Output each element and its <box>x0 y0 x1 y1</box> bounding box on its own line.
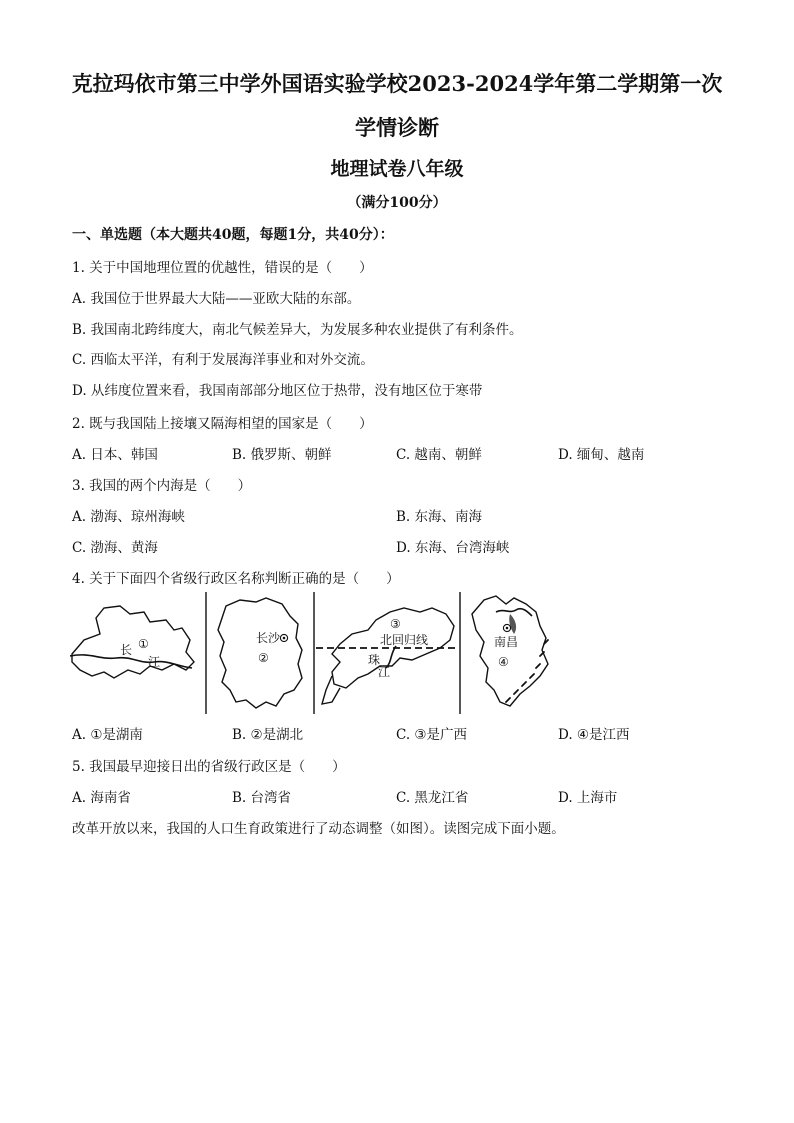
question-1-stem: 1. 关于中国地理位置的优越性，错误的是（ ） <box>72 260 373 276</box>
question-3-option-b: B. 东海、南海 <box>396 509 483 525</box>
map-1-river-label-2: 江 <box>148 655 161 669</box>
question-1-option-c: C. 西临太平洋，有利于发展海洋事业和对外交流。 <box>72 352 374 368</box>
map-2-number: ② <box>258 651 269 665</box>
question-5-option-a: A. 海南省 <box>72 790 131 806</box>
map-3-number: ③ <box>390 617 401 631</box>
map-3-tropic-label: 北回归线 <box>380 633 429 647</box>
question-2-option-a: A. 日本、韩国 <box>72 447 158 463</box>
map-2-city-label: 长沙 <box>256 631 281 645</box>
question-1-option-b: B. 我国南北跨纬度大，南北气候差异大，为发展多种农业提供了有利条件。 <box>72 322 523 338</box>
poyang-lake <box>509 614 516 634</box>
leizhou-peninsula <box>322 676 340 704</box>
question-4-stem: 4. 关于下面四个省级行政区名称判断正确的是（ ） <box>72 571 400 587</box>
question-1-option-d: D. 从纬度位置来看，我国南部部分地区位于热带，没有地区位于寒带 <box>72 383 483 399</box>
question-5-option-c: C. 黑龙江省 <box>396 790 469 806</box>
exam-score: （满分100分） <box>347 195 447 211</box>
question-4-option-d: D. ④是江西 <box>558 727 630 743</box>
question-4-option-a: A. ①是湖南 <box>72 727 143 743</box>
question-3-option-d: D. 东海、台湾海峡 <box>396 540 510 556</box>
map-3-river-label-1: 珠 <box>368 653 381 667</box>
question-4-option-b: B. ②是湖北 <box>232 727 304 743</box>
map-1-river-label-1: 长 <box>120 643 133 657</box>
exam-subtitle: 地理试卷八年级 <box>330 158 464 180</box>
question-1-option-a: A. 我国位于世界最大大陆——亚欧大陆的东部。 <box>72 291 361 307</box>
map-3-river-label-2: 江 <box>378 665 391 679</box>
exam-title-line2: 学情诊断 <box>355 115 439 140</box>
map-4-city-label: 南昌 <box>494 635 519 649</box>
question-2-stem: 2. 既与我国陆上接壤又隔海相望的国家是（ ） <box>72 416 373 432</box>
exam-title-line1: 克拉玛依市第三中学外国语实验学校2023-2024学年第二学期第一次 <box>71 71 723 96</box>
province-map-4 <box>472 596 548 706</box>
province-maps-figure <box>70 590 560 720</box>
section-heading: 一、单选题（本大题共40题，每题1分，共40分）： <box>72 227 394 243</box>
question-2-option-d: D. 缅甸、越南 <box>558 447 645 463</box>
question-2-option-b: B. 俄罗斯、朝鲜 <box>232 447 332 463</box>
province-map-1 <box>72 606 194 678</box>
map-4-number: ④ <box>498 655 509 669</box>
question-5-option-b: B. 台湾省 <box>232 790 292 806</box>
question-4-option-c: C. ③是广西 <box>396 727 468 743</box>
question-5-stem: 5. 我国最早迎接日出的省级行政区是（ ） <box>72 759 346 775</box>
yangtze-river-4 <box>496 609 532 616</box>
map-1-number: ① <box>138 637 149 651</box>
question-3-option-c: C. 渤海、黄海 <box>72 540 158 556</box>
question-3-stem: 3. 我国的两个内海是（ ） <box>72 478 252 494</box>
reading-intro: 改革开放以来，我国的人口生育政策进行了动态调整（如图）。读图完成下面小题。 <box>72 821 565 837</box>
question-3-option-a: A. 渤海、琼州海峡 <box>72 509 185 525</box>
question-5-option-d: D. 上海市 <box>558 790 618 806</box>
question-2-option-c: C. 越南、朝鲜 <box>396 447 482 463</box>
